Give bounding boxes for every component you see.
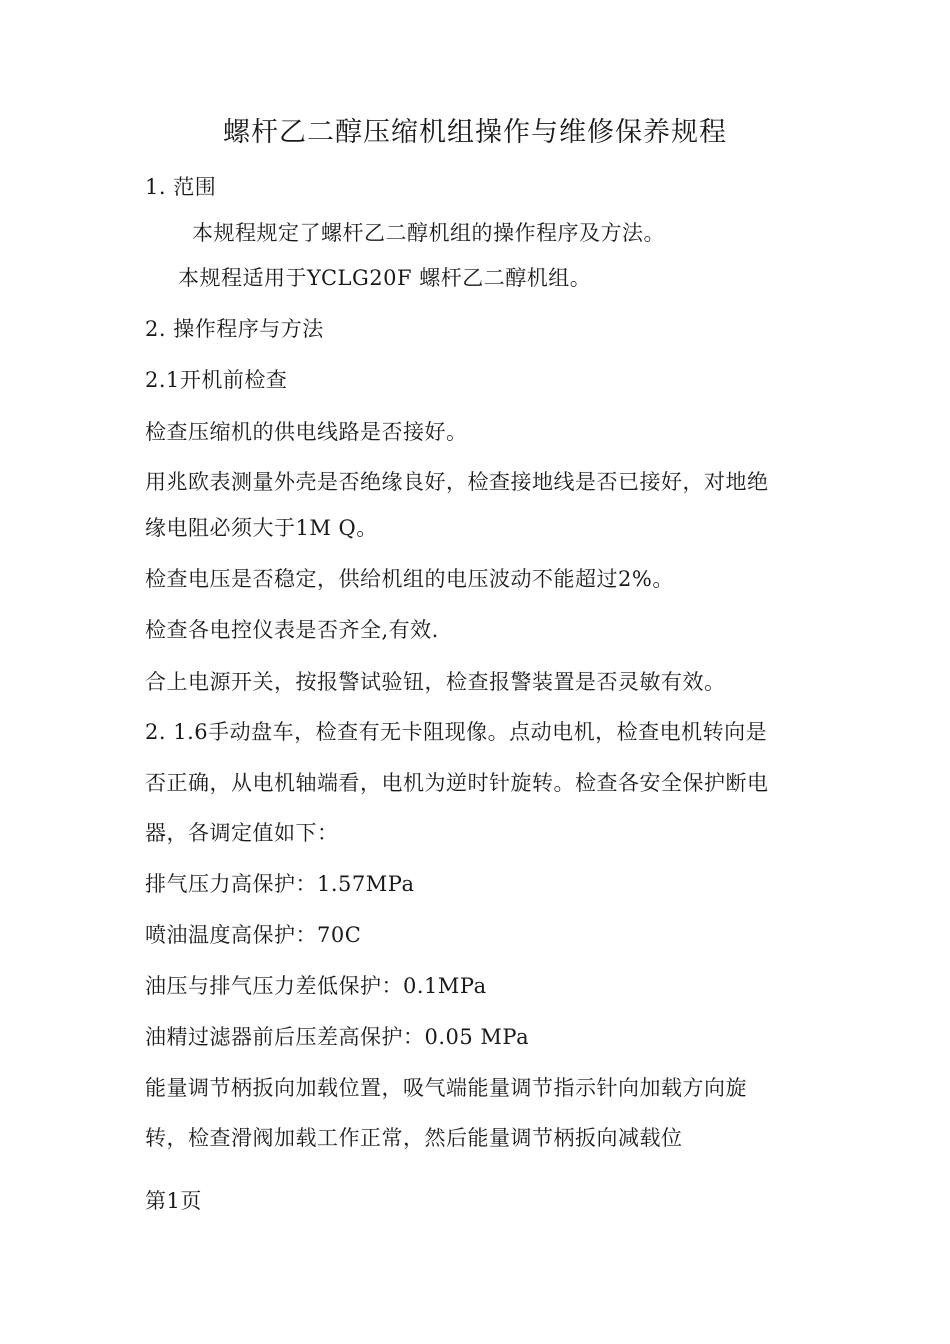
paragraph-line: 本规程适用于YCLG20F 螺杆乙二醇机组。 [178,266,592,290]
page-number: 第1页 [145,1189,202,1213]
paragraph-line: 能量调节柄扳向加载位置，吸气端能量调节指示针向加载方向旋 [145,1076,747,1100]
paragraph-line: 否正确，从电机轴端看，电机为逆时针旋转。检查各安全保护断电 [145,771,769,795]
paragraph-line: 转，检查滑阀加载工作正常，然后能量调节柄扳向减载位 [145,1126,683,1150]
document-title: 螺杆乙二醇压缩机组操作与维修保养规程 [223,117,727,148]
section-heading-scope: 1. 范围 [145,175,217,199]
paragraph-line: 检查压缩机的供电线路是否接好。 [145,420,468,444]
paragraph-line: 检查电压是否稳定，供给机组的电压波动不能超过2%。 [145,567,674,591]
subsection-heading-precheck: 2.1开机前检查 [145,368,288,392]
paragraph-line: 检查各电控仪表是否齐全,有效. [145,618,439,642]
paragraph-line: 本规程规定了螺杆乙二醇机组的操作程序及方法。 [192,221,665,245]
setting-line: 油精过滤器前后压差高保护：0.05 MPa [145,1025,530,1049]
setting-line: 排气压力高保护：1.57MPa [145,872,415,896]
paragraph-line: 合上电源开关，按报警试验钮，检查报警装置是否灵敏有效。 [145,670,726,694]
paragraph-line: 器，各调定值如下： [145,821,339,845]
section-heading-procedure: 2. 操作程序与方法 [145,317,324,341]
paragraph-line: 用兆欧表测量外壳是否绝缘良好，检查接地线是否已接好，对地绝 [145,470,769,494]
setting-line: 喷油温度高保护：70C [145,923,362,947]
setting-line: 油压与排气压力差低保护：0.1MPa [145,974,487,998]
paragraph-line: 2. 1.6手动盘车，检查有无卡阻现像。点动电机，检查电机转向是 [145,720,768,744]
paragraph-line: 缘电阻必须大于1M Q。 [145,516,378,540]
